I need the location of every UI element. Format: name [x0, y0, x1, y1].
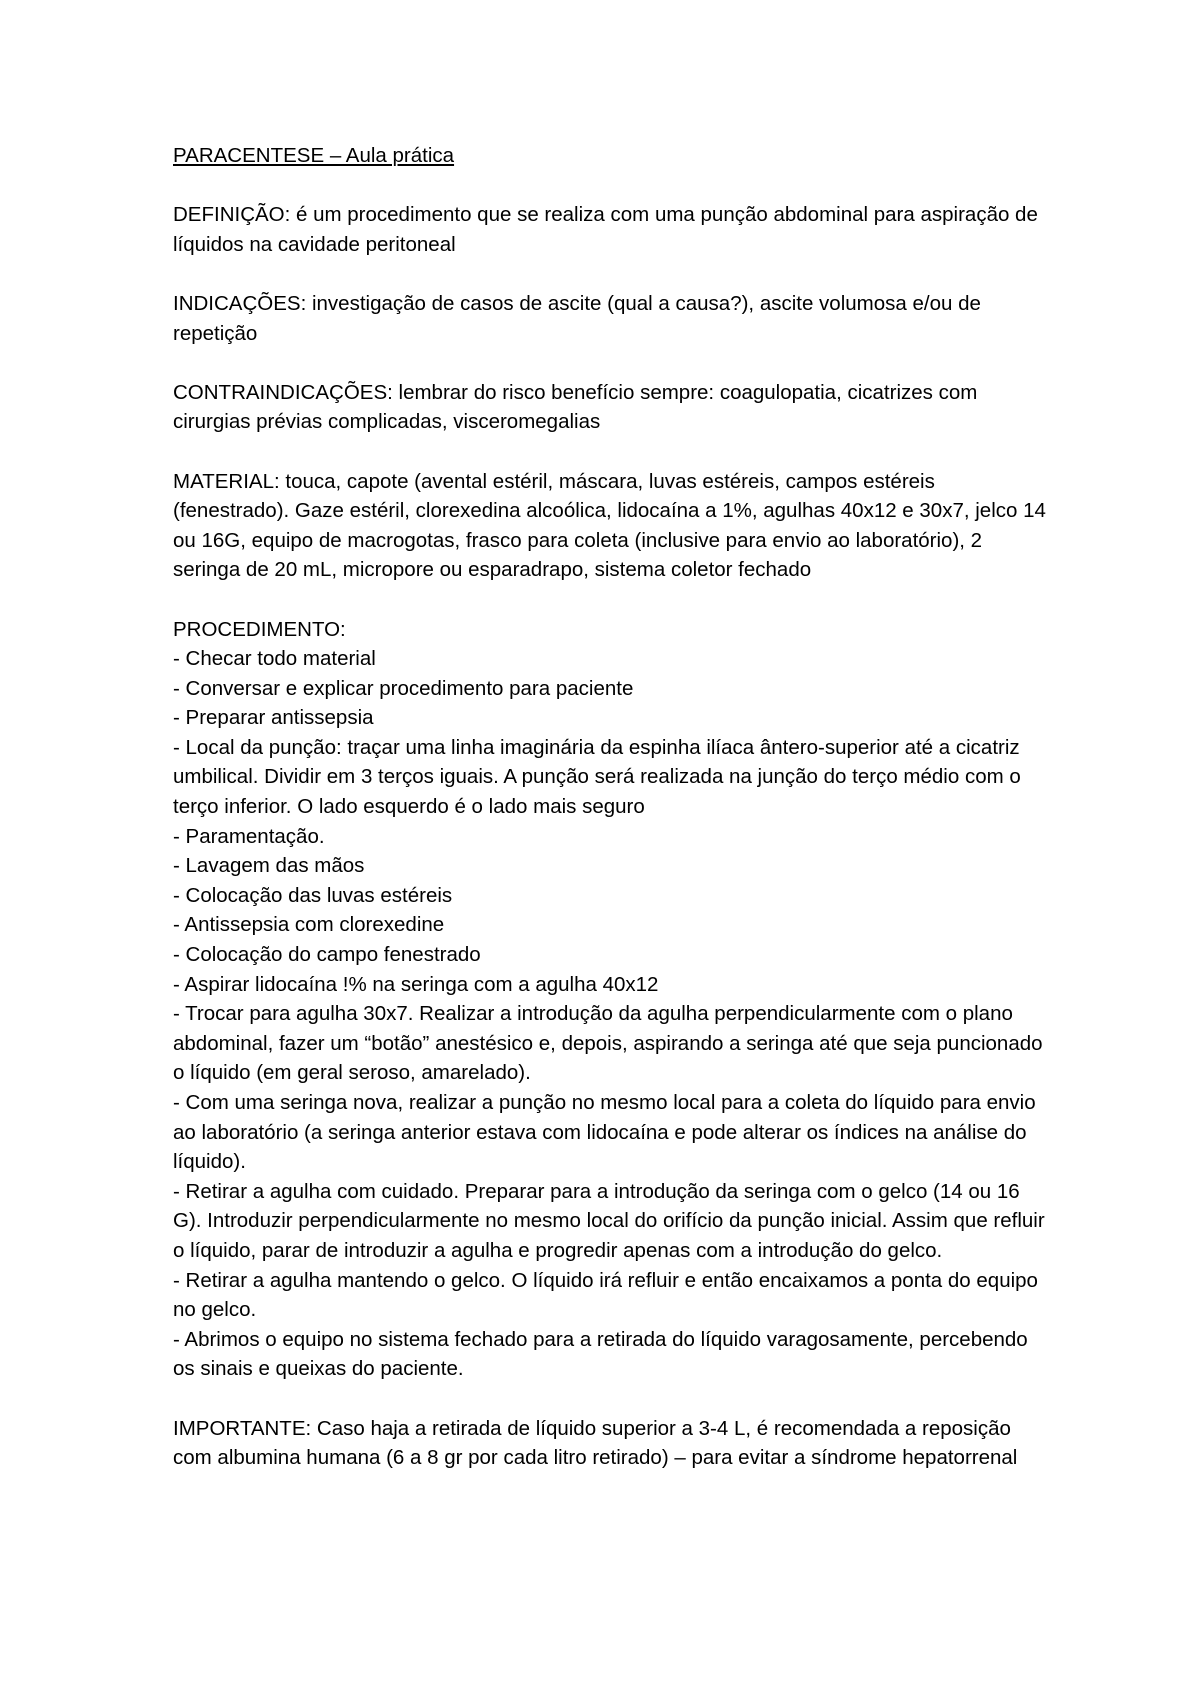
procedure-step: - Trocar para agulha 30x7. Realizar a introdução da agulha perpendicularmente com o plano abdominal, fazer um “botão” anestésico e, depois, aspirando a seringa até que seja puncionado o líquido (em geral seroso, amarelado). — [173, 1002, 1043, 1085]
procedure-step: - Abrimos o equipo no sistema fechado para a retirada do líquido varagosamente, percebendo os sinais e queixas do paciente. — [173, 1327, 1028, 1381]
procedure-step: - Checar todo material — [173, 647, 376, 671]
document-title: PARACENTESE – Aula prática — [173, 144, 455, 167]
indicacoes-paragraph: INDICAÇÕES: investigação de casos de ascite (qual a causa?), ascite volumosa e/ou de repetição — [173, 291, 981, 345]
document-page — [173, 141, 1053, 1502]
procedimento-steps — [173, 644, 1053, 1384]
procedure-step: - Retirar a agulha mantendo o gelco. O líquido irá refluir e então encaixamos a ponta do equipo no gelco. — [173, 1268, 1038, 1322]
procedimento-heading: PROCEDIMENTO: — [173, 617, 346, 641]
procedure-step: - Paramentação. — [173, 824, 325, 848]
procedure-step: - Com uma seringa nova, realizar a punção no mesmo local para a coleta do líquido para envio ao laboratório (a seringa anterior estava com lidocaína e pode alterar os índices na análise do líquido). — [173, 1091, 1036, 1174]
contraindicacoes-paragraph: CONTRAINDICAÇÕES: lembrar do risco benefício sempre: coagulopatia, cicatrizes com cirurgias prévias complicadas, visceromegalias — [173, 380, 978, 434]
procedure-step: - Conversar e explicar procedimento para paciente — [173, 676, 634, 700]
procedure-step: - Colocação das luvas estéreis — [173, 883, 453, 907]
importante-paragraph: IMPORTANTE: Caso haja a retirada de líquido superior a 3-4 L, é recomendada a reposição com albumina humana (6 a 8 gr por cada litro retirado) – para evitar a síndrome hepatorrenal — [173, 1416, 1018, 1470]
material-paragraph: MATERIAL: touca, capote (avental estéril, máscara, luvas estéreis, campos estéreis (fenestrado). Gaze estéril, clorexedina alcoólica, lidocaína a 1%, agulhas 40x12 e 30x7, jelco 14 ou 16G, equipo de macrogotas, frasco para coleta (inclusive para envio ao laboratório), 2 seringa de 20 mL, micropore ou esparadrapo, sistema coletor fechado — [173, 469, 1046, 582]
procedure-step: - Retirar a agulha com cuidado. Preparar para a introdução da seringa com o gelco (14 ou 16 G). Introduzir perpendicularmente no mesmo local do orifício da punção inicial. Assim que refluir o líquido, parar de introduzir a agulha e progredir apenas com a introdução do gelco. — [173, 1179, 1045, 1262]
procedure-step: - Colocação do campo fenestrado — [173, 943, 481, 967]
procedure-step: - Preparar antissepsia — [173, 706, 374, 730]
procedure-step: - Lavagem das mãos — [173, 854, 365, 878]
definicao-paragraph: DEFINIÇÃO: é um procedimento que se realiza com uma punção abdominal para aspiração de líquidos na cavidade peritoneal — [173, 203, 1038, 256]
procedure-step: - Local da punção: traçar uma linha imaginária da espinha ilíaca ântero-superior até a cicatriz umbilical. Dividir em 3 terços iguais. A punção será realizada na junção do terço médio com o terço inferior. O lado esquerdo é o lado mais seguro — [173, 735, 1021, 819]
procedure-step: - Aspirar lidocaína !% na seringa com a agulha 40x12 — [173, 972, 659, 996]
procedure-step: - Antissepsia com clorexedine — [173, 913, 445, 937]
